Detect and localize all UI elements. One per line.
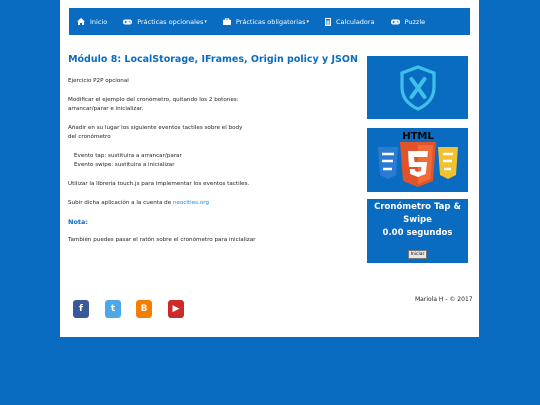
page-title: Módulo 8: LocalStorage, IFrames, Origin policy y JSON	[68, 54, 358, 65]
paragraph	[68, 96, 358, 114]
facebook-icon: f	[79, 304, 83, 314]
nav-item-label: Prácticas opcionales	[137, 17, 204, 26]
text-line: Evento swipe: sustituira a inicializar	[74, 162, 175, 168]
paragraph	[68, 236, 358, 245]
youtube-button[interactable]	[168, 300, 184, 318]
twitter-button[interactable]	[105, 300, 121, 318]
nav-item-label: Prácticas obligatorias	[235, 17, 306, 26]
text-line: arrancar/parar e inicializar.	[68, 106, 144, 112]
note-heading: Nota:	[68, 218, 88, 226]
paragraph	[68, 180, 358, 189]
xss-shield-logo	[367, 56, 468, 119]
calculator-icon	[325, 18, 331, 26]
briefcase-icon	[223, 18, 231, 25]
nav-item-practicas-obligatorias[interactable]	[223, 18, 309, 26]
twitter-icon: t	[110, 304, 116, 314]
chevron-down-icon: ▾	[204, 18, 207, 25]
nav-item-calculadora[interactable]	[325, 18, 375, 26]
paragraph	[68, 152, 358, 170]
youtube-icon: ▶	[172, 304, 180, 314]
nav-item-inicio[interactable]	[77, 18, 107, 26]
chronometer-title: Cronómetro Tap & Swipe	[374, 202, 461, 225]
nav-item-label: Puzzle	[404, 17, 426, 26]
neocities-link[interactable]: neocities.org	[172, 200, 210, 206]
chronometer-widget[interactable]	[367, 199, 468, 263]
text-line: Ejercicio P2P opcional	[68, 78, 129, 84]
html5-css3-js-logo	[367, 128, 468, 192]
top-navbar	[69, 8, 470, 35]
main-content	[68, 50, 358, 255]
nav-item-practicas-opcionales[interactable]	[123, 18, 207, 26]
start-button[interactable]: Iniciar	[408, 250, 428, 259]
text-line: Añadir en su lugar los siguiente eventos tactiles sobre el body	[68, 125, 243, 131]
facebook-button[interactable]	[73, 300, 89, 318]
text-line: Subir dicha aplicación a la cuenta de	[68, 200, 173, 206]
footer-credit: Mariola H - © 2017	[415, 296, 473, 303]
page-container	[60, 0, 479, 337]
nav-item-label: Calculadora	[336, 17, 375, 26]
home-icon	[77, 18, 85, 25]
chevron-down-icon: ▾	[306, 18, 309, 25]
text-line: También puedes pasar el ratón sobre el cronómetro para inicializar	[68, 237, 256, 243]
text-line: Modificar el ejemplo del cronómetro, quitando los 2 botones:	[68, 97, 239, 103]
gamepad-icon	[123, 19, 132, 25]
chronometer-time: 0.00 segundos	[382, 228, 453, 238]
html5-logo-text: HTML	[401, 131, 434, 142]
blogger-icon: B	[140, 304, 148, 314]
nav-item-label: Inicio	[90, 17, 108, 26]
text-line: del cronómetro	[68, 134, 111, 140]
html5-icon	[370, 129, 466, 191]
blogger-button[interactable]	[136, 300, 152, 318]
text-line: Utilizar la libreria touch.js para implementar los eventos tactiles.	[68, 181, 250, 187]
shield-icon	[398, 65, 438, 111]
paragraph	[68, 124, 358, 142]
gamepad-icon	[391, 19, 400, 25]
paragraph	[68, 199, 358, 208]
nav-item-puzzle[interactable]	[391, 18, 426, 26]
paragraph	[68, 77, 358, 86]
text-line: Evento tap: sustituira a arrancar/parar	[74, 153, 182, 159]
